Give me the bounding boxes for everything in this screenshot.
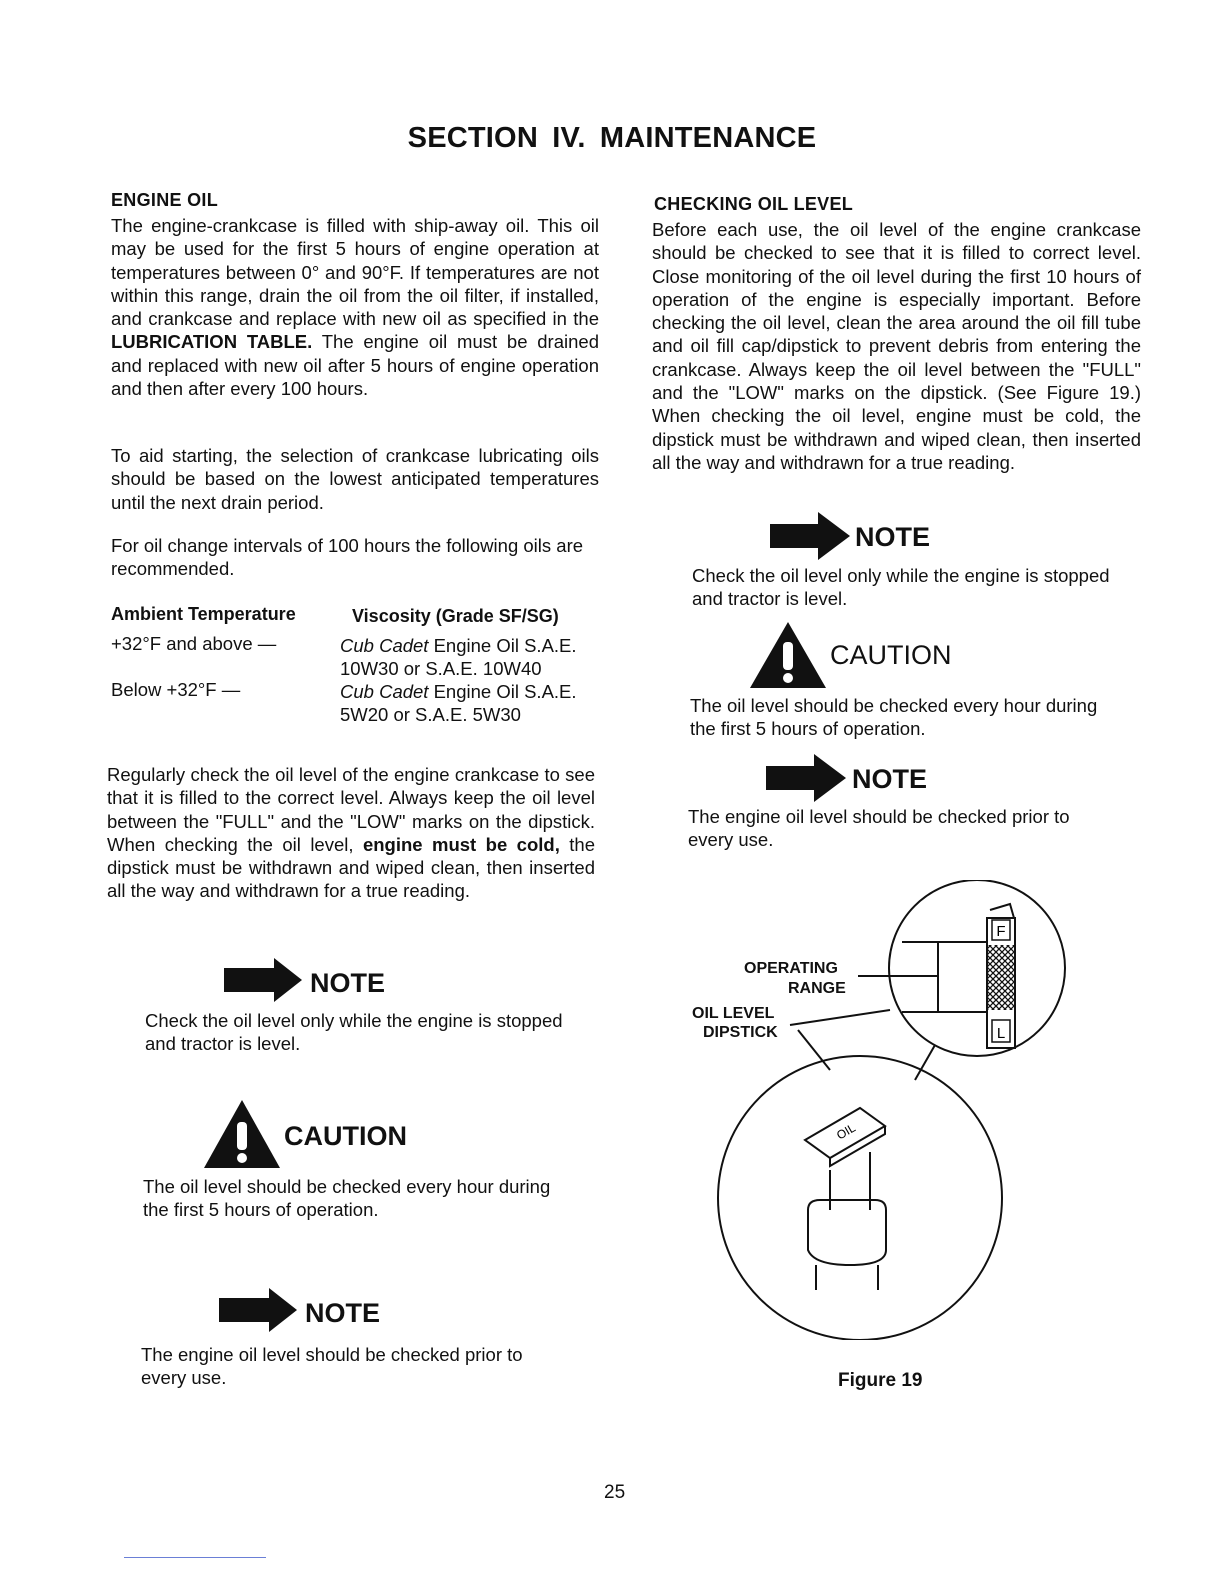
note-text: Check the oil level only while the engine is stopped and tractor is level. — [145, 1010, 563, 1054]
table-row-viscosity-1 — [340, 634, 610, 680]
note-label: NOTE — [852, 764, 928, 794]
text-span: 5W20 or S.A.E. 5W30 — [340, 704, 521, 725]
checking-oil-paragraph — [652, 218, 1141, 474]
table-header-temperature: Ambient Temperature — [111, 604, 296, 624]
text-span: Engine Oil S.A.E. — [428, 635, 577, 656]
text-span: The engine oil must be drained and replaced with new oil after 5 hours of engine operation and then after every 100 hours. — [111, 331, 599, 400]
note-text: Check the oil level only while the engine is stopped and tractor is level. — [692, 565, 1110, 609]
checking-oil-heading: CHECKING OIL LEVEL — [654, 194, 854, 214]
brand-name: Cub Cadet — [340, 681, 429, 702]
caution-text: The oil level should be checked every hour during the first 5 hours of operation. — [690, 695, 1098, 739]
cap-text: OIL — [834, 1120, 858, 1143]
section-title: SECTION IV. MAINTENANCE — [407, 122, 817, 154]
emphasis-text: engine must be cold, — [362, 833, 560, 855]
dipstick-label: DIPSTICK — [703, 1024, 778, 1041]
full-mark: F — [996, 923, 1006, 940]
text-span: To aid starting, the selection of crankcase lubricating oils should be based on the lowest anticipated temperatures until the next drain period. — [111, 445, 599, 513]
engine-oil-heading: ENGINE OIL — [111, 190, 219, 210]
text-span: the dipstick must be withdrawn and wiped clean, then inserted all the way and withdrawn for a true reading. — [107, 833, 595, 902]
note-text: The engine oil level should be checked prior to every use. — [141, 1344, 523, 1388]
footnote-rule — [124, 1557, 266, 1558]
note-text: The engine oil level should be checked prior to every use. — [688, 806, 1070, 850]
table-row-viscosity-2 — [340, 680, 610, 726]
low-mark: L — [996, 1025, 1006, 1042]
note-label: NOTE — [855, 522, 931, 552]
table-header-viscosity: Viscosity (Grade SF/SG) — [352, 606, 559, 626]
text-span: Engine Oil S.A.E. — [428, 681, 577, 702]
text-span: Before each use, the oil level of the engine crankcase should be checked to see that it is filled to correct level. Close monitoring of the oil level during the first 10 hours of operation of the engine is especially important. Before checking the oil level, clean the area around the oil fill tube and oil fill cap/dipstick to prevent debris from entering the crankcase. Always keep the oil level between the "FULL" and the "LOW" marks on the dipstick. (See Figure 19.) When checking the oil level, engine must be cold, the dipstick must be withdrawn and wiped clean, then inserted all the way and withdrawn for a true reading. — [652, 219, 1141, 473]
table-row-temp-2: Below +32°F — — [111, 679, 241, 700]
operating-label: OPERATING — [744, 960, 838, 977]
table-row-temp-1: +32°F and above — — [111, 633, 277, 654]
figure-caption: Figure 19 — [838, 1370, 923, 1391]
caution-label: CAUTION — [284, 1121, 407, 1151]
note-label: NOTE — [310, 968, 386, 998]
text-span: The engine-crankcase is filled with ship-away oil. This oil may be used for the first 5 hours of engine operation at temperatures between 0° and 90°F. If temperatures are not within this range, drain the oil from the oil filter, if installed, and crankcase and replace with new oil as specified in the — [111, 215, 599, 330]
range-label: RANGE — [788, 980, 846, 997]
arrow-right-icon — [770, 512, 852, 560]
arrow-right-icon — [219, 1288, 301, 1332]
brand-name: Cub Cadet — [340, 635, 429, 656]
caution-label: CAUTION — [830, 640, 952, 670]
engine-oil-paragraph-2 — [111, 444, 599, 514]
text-span: For oil change intervals of 100 hours the following oils are recommended. — [111, 535, 584, 580]
arrow-right-icon — [224, 958, 306, 1002]
warning-triangle-icon — [748, 620, 828, 690]
dipstick-diagram — [690, 880, 1090, 1340]
note-label: NOTE — [305, 1298, 381, 1328]
lubrication-table-ref: LUBRICATION TABLE. — [111, 331, 313, 353]
warning-triangle-icon — [202, 1098, 282, 1170]
engine-oil-paragraph-1 — [111, 214, 599, 400]
page-number: 25 — [604, 1482, 626, 1503]
regular-check-paragraph — [107, 763, 595, 903]
text-span: Regularly check the oil level of the engine crankcase to see that it is filled to the correct level. Always keep the oil level between the "FULL" and the "LOW" marks on the dipstick. When checking the oil level, — [107, 764, 595, 855]
caution-text: The oil level should be checked every hour during the first 5 hours of operation. — [143, 1176, 551, 1220]
oil-level-label: OIL LEVEL — [692, 1005, 775, 1022]
engine-oil-paragraph-3 — [111, 534, 599, 581]
arrow-right-icon — [766, 754, 848, 802]
text-span: 10W30 or S.A.E. 10W40 — [340, 658, 542, 679]
